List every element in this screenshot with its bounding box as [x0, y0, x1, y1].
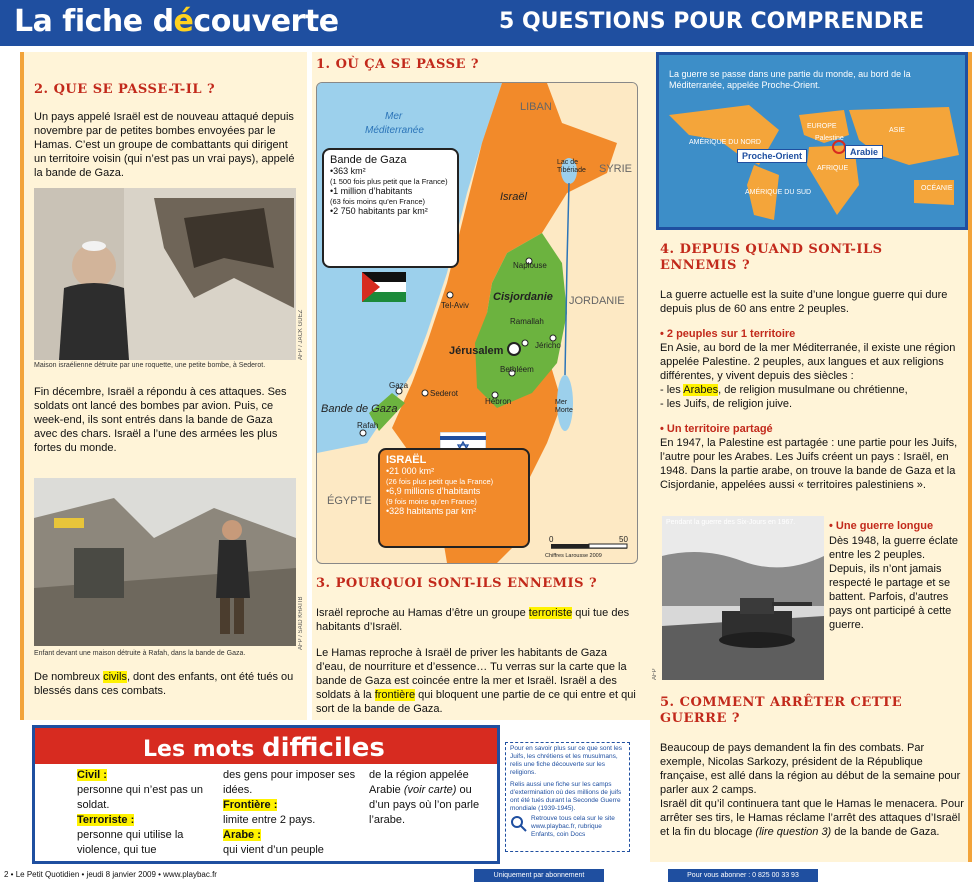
world-label-amerique-nord: AMÉRIQUE DU NORD [689, 139, 761, 146]
mot-arabe-def-cont: de la région appelée Arabie (voir carte) ou d’un pays où l’on parle l’arabe. [369, 769, 480, 826]
world-map-text: La guerre se passe dans une partie du monde, au bord de la Méditerranée, appelée Proche-Orient. [669, 69, 911, 90]
map-label-sederot: Sederot [430, 389, 459, 398]
world-tag-proche-orient: Proche-Orient [737, 149, 807, 163]
world-label-amerique-sud: AMÉRIQUE DU SUD [745, 189, 812, 196]
map-label-liban: LIBAN [520, 101, 552, 113]
world-label-europe: EUROPE [807, 123, 837, 130]
map-label-egypte: ÉGYPTE [327, 495, 372, 507]
map-scale-50: 50 [619, 535, 628, 544]
mots-difficiles-header [35, 728, 497, 764]
gaza-area-compare: (1 500 fois plus petit que la France) [330, 177, 448, 186]
sidebar-text-2: Relis aussi une fiche sur les camps d’extermination où des millions de juifs ont été tués durant la Seconde Guerre mondiale (1939-1945). [510, 781, 622, 812]
gaza-density-stat: •2 750 habitants par km² [330, 206, 428, 216]
map-label-hebron: Hébron [485, 397, 512, 406]
mots-difficiles-box [32, 725, 500, 864]
photo-3-caption: Pendant la guerre des Six-Jours en 1967. [666, 519, 796, 526]
world-label-oceanie: OCÉANIE [921, 185, 953, 192]
mot-civil-def: personne qui n’est pas un soldat. [77, 784, 203, 811]
map-scale-0: 0 [549, 535, 554, 544]
map-label-rafah: Rafah [357, 421, 379, 430]
section-4-list-juifs: - les Juifs, de religion juive. [660, 398, 793, 410]
world-map [656, 52, 968, 230]
section-2-paragraph-2: Fin décembre, Israël a répondu à ces attaques. Ses soldats ont lancé des bombes par avion. Puis, ce week-end, ils sont entrés dans la bande de Gaza avec des chars. Israël a l’une des armées les plus fortes du monde. [34, 386, 287, 454]
section-2-paragraph-3: De nombreux civils, dont des enfants, ont été tués ou blessés dans ces combats. [34, 671, 294, 697]
mot-arabe: Arabe : [223, 829, 261, 841]
section-4-intro: La guerre actuelle est la suite d’une longue guerre qui dure depuis plus de 60 ans entre 2 peuples. [660, 289, 948, 315]
palestine-flag-icon [362, 272, 406, 302]
map-label-tel-aviv: Tel-Aviv [441, 301, 469, 310]
map-label-israel: Israël [500, 191, 527, 203]
world-label-asie: ASIE [889, 127, 905, 134]
mot-frontiere-def: limite entre 2 pays. [223, 814, 316, 826]
magnifier-icon [510, 815, 528, 838]
world-label-palestine: Palestine [815, 135, 844, 142]
map-label-mer-morte: Mer Morte [555, 399, 573, 414]
sidebar-text-3: Retrouve tous cela sur le site www.playbac.fr, rubrique Enfants, coin Docs [531, 815, 615, 838]
photo-1-credit: AFP / JACK GUEZ [298, 309, 304, 360]
photo-six-day-war [662, 516, 824, 680]
section-2-paragraph-1: Un pays appelé Israël est de nouveau attaqué depuis novembre par de petites bombes envoyées par le Hamas. C’est un groupe de combattants qui dirigent un territoire voisin (qui n’est pas un vrai pays), appelé la bande de Gaza. [34, 111, 295, 179]
map-label-naplouse: Naplouse [513, 261, 547, 270]
page-title: La fiche découverte [14, 4, 339, 39]
footer [0, 866, 974, 886]
mots-col-2 [223, 768, 363, 858]
section-1-heading: 1. OÙ ÇA SE PASSE ? [316, 57, 480, 72]
footer-right: Pour vous abonner : 0 825 00 33 93 [668, 869, 818, 882]
sidebar-further-reading [505, 742, 630, 852]
section-4-sub-1: • 2 peuples sur 1 territoire [660, 328, 796, 340]
map-label-syrie: SYRIE [599, 163, 633, 175]
map-source: Chiffres Larousse 2009 [545, 553, 602, 559]
section-5-heading: 5. COMMENT ARRÊTER CETTE GUERRE ? [660, 695, 903, 726]
section-4-list-arabes: - les Arabes, de religion musulmane ou chrétienne, [660, 384, 908, 396]
section-4-heading: 4. DEPUIS QUAND SONT-ILS ENNEMIS ? [660, 242, 883, 273]
section-5-paragraph-1: Beaucoup de pays demandent la fin des combats. Par exemple, Nicolas Sarkozy, président de la République française, est allé dans la région au début de la semaine pour parler aux 2 camps. [660, 742, 961, 796]
israel-info-box [378, 448, 530, 548]
gaza-info-box [322, 148, 459, 268]
section-5-paragraph-2: Israël dit qu’il continuera tant que le Hamas le menacera. Pour arrêter ses tirs, le Hamas réclame l’arrêt des attaques d’Israël et la fin du blocage (lire question 3) de la bande de Gaza. [660, 798, 964, 838]
page-subtitle: 5 QUESTIONS POUR COMPRENDRE [499, 9, 924, 34]
map-label-cisjordanie: Cisjordanie [493, 291, 553, 303]
israel-area-stat: •21 000 km² [386, 466, 435, 476]
footer-left: 2 • Le Petit Quotidien • jeudi 8 janvier 2009 • www.playbac.fr [4, 870, 217, 879]
section-4-sub-3: • Une guerre longue [829, 520, 934, 532]
sidebar-text-1: Pour en savoir plus sur ce que sont les Juifs, les chrétiens et les musulmans, relis une fiche découverte sur les religions. [510, 745, 623, 776]
section-3-paragraph-2: Le Hamas reproche à Israël de priver les habitants de Gaza d’eau, de nourriture et d’essence… Tu verras sur la carte que la bande de Gaza est coincée entre la mer et Israël. Israël a des soldats à la frontière qui bloquent une partie de ce qui entre et qui sort de la bande de Gaza. [316, 647, 636, 715]
israel-density-stat: •328 habitants par km² [386, 506, 477, 516]
section-4-sub-3-text: Dès 1948, la guerre éclate entre les 2 peuples. Depuis, ils n’ont jamais respecté le partage et se battent. Parfois, d’autres pays ont participé à cette guerre. [829, 535, 959, 631]
mot-terroriste-def: personne qui utilise la violence, qui tue [77, 829, 184, 856]
section-4-sub-2: • Un territoire partagé [660, 423, 773, 435]
mots-col-3 [369, 768, 495, 828]
israel-pop-stat: •6,9 millions d’habitants [386, 486, 481, 496]
mot-arabe-def: qui vient d’un peuple [223, 844, 324, 856]
photo-2-credit: AFP / SAID KHATIB [298, 596, 304, 650]
header-banner [0, 0, 974, 46]
gaza-area-stat: •363 km² [330, 166, 366, 176]
photo-1-caption: Maison israélienne détruite par une roquette, une petite bombe, à Sederot. [34, 362, 266, 369]
map-label-lac: Lac de Tibériade [557, 159, 586, 174]
israel-pop-compare: (9 fois moins qu’en France) [386, 497, 477, 506]
israel-area-compare: (26 fois plus petit que la France) [386, 477, 494, 486]
gaza-box-title: Bande de Gaza [330, 154, 407, 166]
map-label-bande-gaza: Bande de Gaza [321, 403, 398, 415]
map-label-jordanie: JORDANIE [569, 295, 625, 307]
mots-difficiles-title: Les mots difficiles [143, 733, 385, 763]
map-label-ramallah: Ramallah [510, 317, 544, 326]
mot-terroriste: Terroriste : [77, 814, 135, 826]
section-3-paragraph-1: Israël reproche au Hamas d’être un groupe terroriste qui tue des habitants d’Israël. [316, 607, 630, 633]
section-4-sub-1-text: En Asie, au bord de la mer Méditerranée, il existe une région appelée Palestine. 2 peuples, aux langues et aux religions différentes, y vivent depuis des siècles : [660, 342, 956, 382]
section-3-heading: 3. POURQUOI SONT-ILS ENNEMIS ? [316, 576, 598, 591]
mot-terroriste-def-cont: des gens pour imposer ses idées. [223, 769, 356, 796]
photo-3-credit: AFP [652, 668, 658, 680]
photo-destroyed-house [34, 188, 296, 360]
map-label-mer-1: Mer [385, 111, 403, 122]
map-label-bethleem: Bethléem [500, 365, 534, 374]
gaza-pop-stat: •1 million d’habitants [330, 186, 413, 196]
mot-civil: Civil : [77, 769, 107, 781]
map-label-jerusalem: Jérusalem [449, 345, 504, 357]
photo-2-caption: Enfant devant une maison détruite à Rafah, dans la bande de Gaza. [34, 650, 246, 657]
footer-middle: Uniquement par abonnement [474, 869, 604, 882]
map-label-mer-2: Méditerranée [365, 125, 424, 136]
israel-box-title: ISRAËL [386, 454, 427, 466]
map-label-jericho: Jéricho [535, 341, 561, 350]
mot-frontiere: Frontière : [223, 799, 278, 811]
world-tag-arabie: Arabie [845, 145, 883, 159]
section-2-heading: 2. QUE SE PASSE-T-IL ? [34, 82, 216, 97]
gaza-pop-compare: (63 fois moins qu’en France) [330, 197, 426, 206]
map-label-gaza: Gaza [389, 381, 409, 390]
section-4-sub-2-text: En 1947, la Palestine est partagée : une partie pour les Juifs, l’autre pour les Arabes. Les Juifs créent un pays : Israël, en 1948. Dans la partie arabe, on trouve la bande de Gaza et la Cisjordanie, appelées aussi « territoires palestiniens ». [660, 437, 958, 491]
photo-rafah-child [34, 478, 296, 646]
mots-col-1 [77, 768, 207, 858]
world-label-afrique: AFRIQUE [817, 165, 849, 172]
